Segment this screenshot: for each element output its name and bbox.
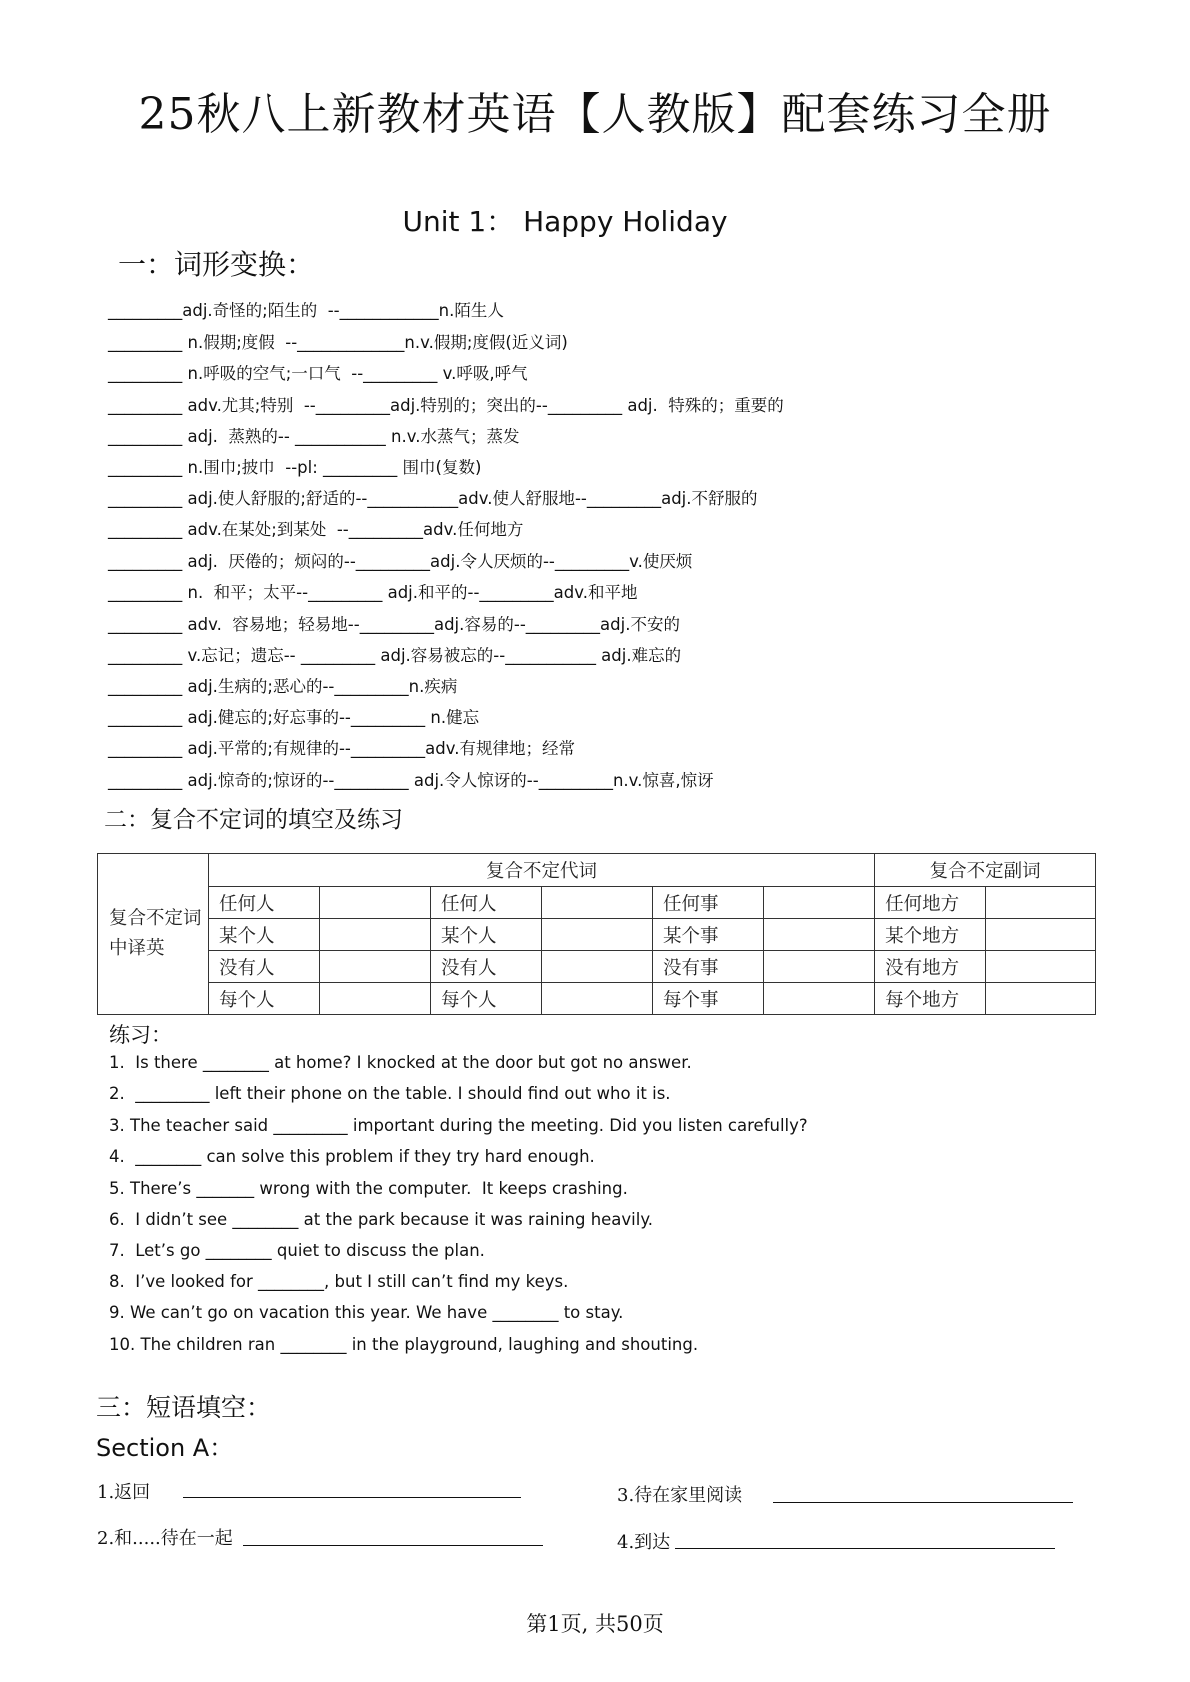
table-cell-label: 没有地方 xyxy=(875,951,986,983)
table-cell-label: 没有人 xyxy=(431,951,542,983)
section2-heading: 二：复合不定词的填空及练习 xyxy=(104,807,403,833)
phrase-item: 4.到达 xyxy=(617,1532,671,1553)
phrase-item: 1.返回 xyxy=(97,1482,151,1503)
table-cell-blank[interactable] xyxy=(986,951,1096,983)
section-a-heading: Section A： xyxy=(96,1434,234,1462)
table-cell-label: 没有事 xyxy=(653,951,764,983)
table-cell-label: 某个地方 xyxy=(875,919,986,951)
word-form-line: _________ adj.生病的;恶心的--_________n.疾病 xyxy=(108,677,458,696)
table-cell-label: 每个人 xyxy=(209,983,320,1015)
table-group-pronoun: 复合不定代词 xyxy=(209,854,875,887)
exercise-item: 3. The teacher said _________ important during the meeting. Did you listen carefully? xyxy=(109,1116,808,1135)
table-cell-label: 任何事 xyxy=(653,887,764,919)
word-form-line: _________ n.假期;度假 --_____________n.v.假期;度假(近义词) xyxy=(108,333,568,352)
exercise-item: 9. We can’t go on vacation this year. We have ________ to stay. xyxy=(109,1303,624,1322)
table-cell-blank[interactable] xyxy=(764,887,875,919)
phrase-item: 3.待在家里阅读 xyxy=(617,1485,743,1506)
exercise-item: 4. ________ can solve this problem if they try hard enough. xyxy=(109,1147,595,1166)
word-form-line: _________ adv.尤其;特别 --_________adj.特别的；突出的--_________ adj. 特殊的；重要的 xyxy=(108,396,784,415)
table-cell-label: 任何人 xyxy=(431,887,542,919)
word-form-line: _________ adj.惊奇的;惊讶的--_________ adj.令人惊讶的--_________n.v.惊喜,惊讶 xyxy=(108,771,714,790)
table-row xyxy=(98,919,1096,951)
word-form-line: _________ v.忘记；遗忘-- _________ adj.容易被忘的--___________ adj.难忘的 xyxy=(108,646,682,665)
table-cell-blank[interactable] xyxy=(986,919,1096,951)
table-cell-blank[interactable] xyxy=(986,887,1096,919)
word-form-line: _________ n.呼吸的空气;一口气 --_________ v.呼吸,呼气 xyxy=(108,364,528,383)
table-cell-blank[interactable] xyxy=(542,887,653,919)
word-form-line: _________ adj. 厌倦的；烦闷的--_________adj.令人厌烦的--_________v.使厌烦 xyxy=(108,552,693,571)
table-cell-blank[interactable] xyxy=(986,983,1096,1015)
section3-heading: 三：短语填空： xyxy=(96,1393,272,1422)
answer-blank[interactable] xyxy=(773,1502,1073,1503)
word-form-line: _________ adv.在某处;到某处 --_________adv.任何地方 xyxy=(108,520,524,539)
word-form-line: _________ adv. 容易地；轻易地--_________adj.容易的--_________adj.不安的 xyxy=(108,615,680,634)
document-title: 25秋八上新教材英语【人教版】配套练习全册 xyxy=(138,89,1052,140)
table-cell-blank[interactable] xyxy=(764,919,875,951)
table-cell-blank[interactable] xyxy=(764,951,875,983)
table-cell-blank[interactable] xyxy=(542,983,653,1015)
word-form-line: _________ adj.使人舒服的;舒适的--___________adv.使人舒服地--_________adj.不舒服的 xyxy=(108,489,758,508)
exercise-item: 8. I’ve looked for ________, but I still can’t find my keys. xyxy=(109,1272,569,1291)
exercise-item: 6. I didn’t see ________ at the park because it was raining heavily. xyxy=(109,1210,654,1229)
page-footer: 第1页, 共50页 xyxy=(526,1612,664,1636)
table-cell-label: 任何人 xyxy=(209,887,320,919)
word-form-line: _________ adj.平常的;有规律的--_________adv.有规律地；经常 xyxy=(108,739,575,758)
word-form-line: _________adj.奇怪的;陌生的 --____________n.陌生人 xyxy=(108,301,504,320)
table-cell-blank[interactable] xyxy=(320,951,431,983)
word-form-line: _________ n.围巾;披巾 --pl: _________ 围巾(复数) xyxy=(108,458,482,477)
unit-title: Unit 1： Happy Holiday xyxy=(402,205,728,238)
table-cell-label: 某个人 xyxy=(209,919,320,951)
table-cell-label: 每个人 xyxy=(431,983,542,1015)
exercise-item: 7. Let’s go ________ quiet to discuss the plan. xyxy=(109,1241,485,1260)
word-form-line: _________ adj. 蒸熟的-- ___________ n.v.水蒸气；蒸发 xyxy=(108,427,520,446)
section1-heading: 一：词形变换： xyxy=(118,248,315,281)
word-form-line: _________ adj.健忘的;好忘事的--_________ n.健忘 xyxy=(108,708,480,727)
phrase-item: 2.和.....待在一起 xyxy=(97,1528,233,1549)
answer-blank[interactable] xyxy=(675,1548,1055,1549)
exercise-item: 1. Is there ________ at home? I knocked at the door but got no answer. xyxy=(109,1053,692,1072)
exercise-item: 5. There’s _______ wrong with the computer. It keeps crashing. xyxy=(109,1179,628,1198)
answer-blank[interactable] xyxy=(243,1545,543,1546)
table-group-adverb: 复合不定副词 xyxy=(875,854,1096,887)
table-cell-label: 某个人 xyxy=(431,919,542,951)
table-cell-blank[interactable] xyxy=(320,919,431,951)
table-row xyxy=(98,983,1096,1015)
compound-indefinite-table xyxy=(97,853,1096,1015)
table-row-header: 复合不定词中译英 xyxy=(98,854,209,1015)
table-cell-label: 每个地方 xyxy=(875,983,986,1015)
table-cell-blank[interactable] xyxy=(320,983,431,1015)
table-cell-label: 没有人 xyxy=(209,951,320,983)
exercise-item: 10. The children ran ________ in the playground, laughing and shouting. xyxy=(109,1335,699,1354)
answer-blank[interactable] xyxy=(183,1497,521,1498)
table-cell-blank[interactable] xyxy=(542,919,653,951)
table-cell-blank[interactable] xyxy=(764,983,875,1015)
table-row xyxy=(98,887,1096,919)
word-form-line: _________ n. 和平；太平--_________ adj.和平的--_________adv.和平地 xyxy=(108,583,638,602)
table-cell-blank[interactable] xyxy=(320,887,431,919)
practice-heading: 练习： xyxy=(109,1023,172,1047)
table-cell-label: 每个事 xyxy=(653,983,764,1015)
table-cell-blank[interactable] xyxy=(542,951,653,983)
table-cell-label: 某个事 xyxy=(653,919,764,951)
table-row xyxy=(98,951,1096,983)
exercise-item: 2. _________ left their phone on the table. I should find out who it is. xyxy=(109,1084,671,1103)
table-cell-label: 任何地方 xyxy=(875,887,986,919)
